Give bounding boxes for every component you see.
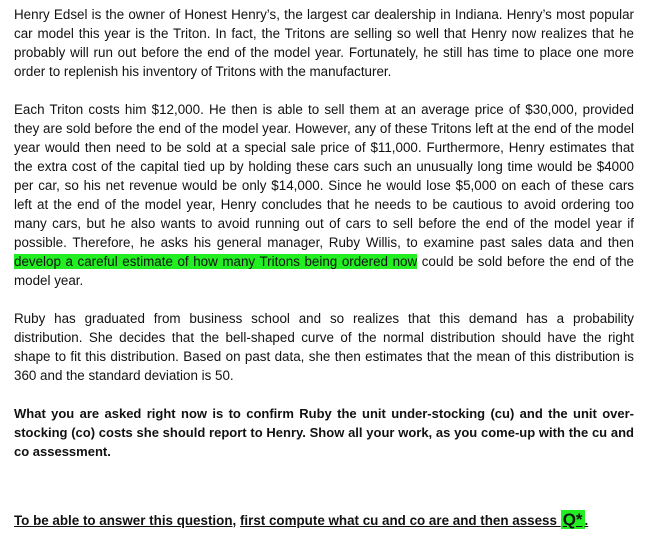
- paragraph-costs: [14, 100, 634, 290]
- paragraph-intro: Henry Edsel is the owner of Honest Henry’s, the largest car dealership in Indiana. Henry’s most popular car model this year is the Triton. In fact, the Tritons are selling so well that Henry now realizes that he probably will run out before the end of the model year. Fortunately, he still has time to place one more order to replenish his inventory of Tritons with the manufacturer.: [14, 7, 634, 79]
- instruction-end: .: [584, 513, 589, 528]
- paragraph-costs-text: Each Triton costs him $12,000. He then is able to sell them at an average price of $30,000, provided they are sold before the end of the model year. However, any of these Tritons left at the end of the model year would then need to be sold at a special sale price of $11,000. Furthermore, Henry estimates that the extra cost of the capital tied up by holding these cars such an unusually long time would be $4000 per car, so his net revenue would be only $14,000. Since he would lose $5,000 on each of these cars left at the end of the model year, Henry concludes that he needs to be cautious to avoid ordering too many cars, but he also wants to avoid running out of cars to sell before the end of the model year if possible. Therefore, he asks his general manager, Ruby Willis, to examine past sales data and then: [14, 102, 634, 250]
- q-star-highlight: Q*: [562, 510, 583, 529]
- instruction-separator: ,: [232, 513, 240, 528]
- instruction-line: [14, 510, 639, 530]
- question-prompt: What you are asked right now is to confirm Ruby the unit under-stocking (cu) and the unit over-stocking (co) costs she should report to Henry. Show all your work, as you come-up with the cu and co assessment.: [14, 406, 634, 459]
- highlighted-estimate-text: develop a careful estimate of how many Tritons being ordered now: [14, 254, 418, 269]
- paragraph-costs-end: could be sold before the end of the model year.: [14, 254, 634, 288]
- document-body: [14, 5, 634, 480]
- instruction-part2: first compute what cu and co are and then assess: [239, 513, 561, 528]
- paragraph-distribution: Ruby has graduated from business school and so realizes that this demand has a probability distribution. She decides that the bell-shaped curve of the normal distribution should have the right shape to fit this distribution. Based on past data, she then estimates that the mean of this distribution is 360 and the standard deviation is 50.: [14, 311, 634, 383]
- instruction-part1: To be able to answer this question: [14, 513, 233, 528]
